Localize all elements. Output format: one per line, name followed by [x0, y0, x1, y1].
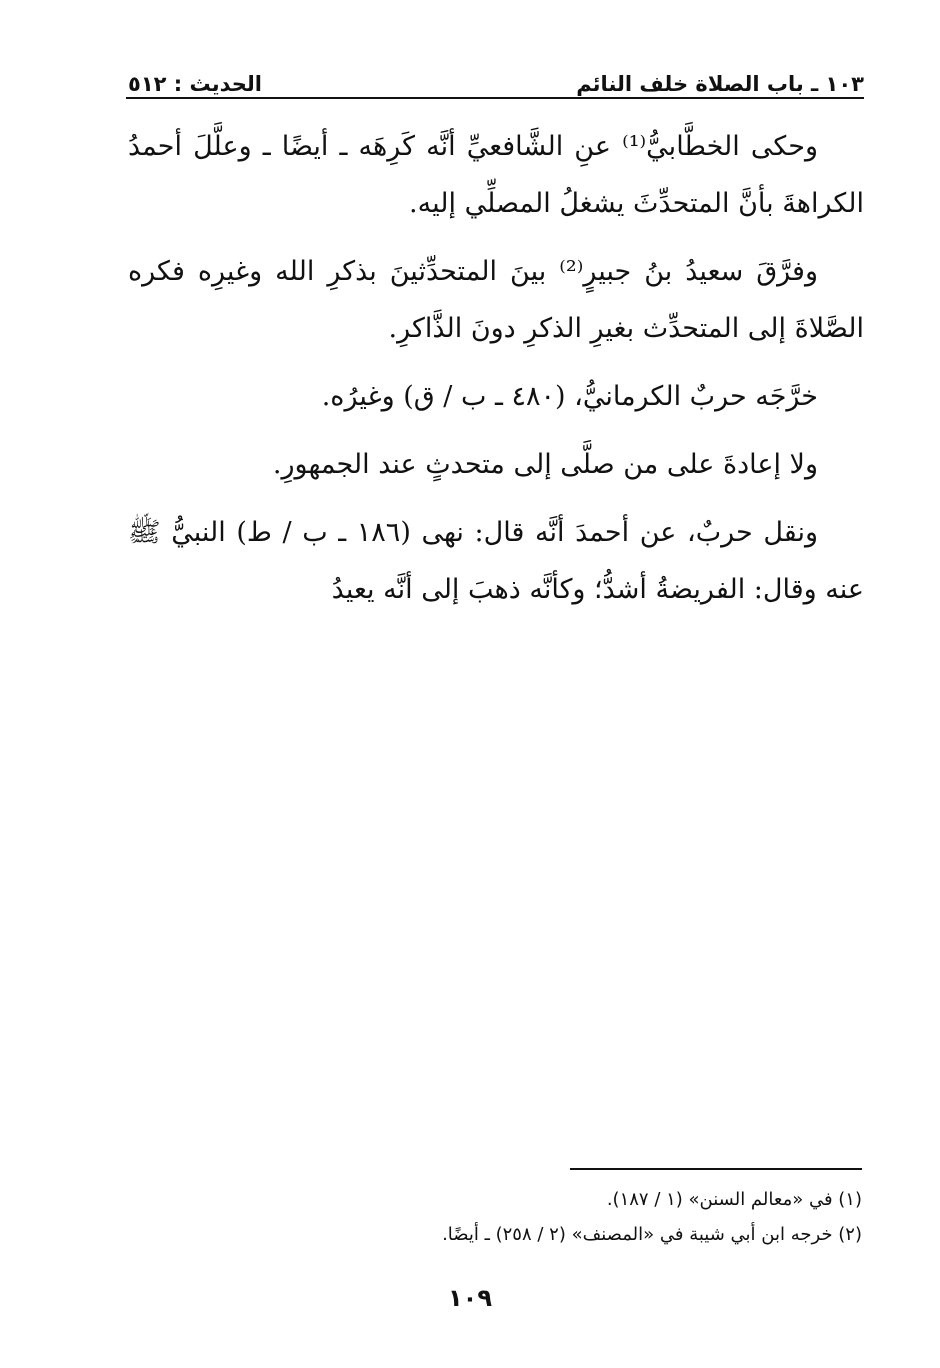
- paragraph: وفرَّقَ سعيدُ بنُ جبيرٍ⁽²⁾ بينَ المتحدِّثينَ بذكرِ الله وغيرِه فكره الصَّلاةَ إلى المتحدِّث بغيرِ الذكرِ دونَ الذَّاكرِ.: [128, 256, 864, 344]
- paragraph: وحكى الخطَّابيُّ⁽¹⁾ عنِ الشَّافعيِّ أنَّه كَرِهَه ـ أيضًا ـ وعلَّلَ أحمدُ الكراهةَ بأنَّ المتحدِّثَ يشغلُ المصلِّي إليه.: [128, 131, 864, 219]
- page-number: ١٠٩: [448, 1284, 492, 1312]
- paragraph: ولا إعادةَ على من صلَّى إلى متحدثٍ عند الجمهورِ.: [272, 449, 818, 480]
- hadith-number: الحديث : ٥١٢: [128, 72, 262, 96]
- footnote: (٢) خرجه ابن أبي شيبة في «المصنف» (٢ / ٢٥٨) ـ أيضًا.: [442, 1224, 862, 1245]
- paragraph: ونقل حربٌ، عن أحمدَ أنَّه قال: نهى (١٨٦ ـ ب / ط) النبيُّ ﷺ عنه وقال: الفريضةُ أشدُّ؛ وكأنَّه ذهبَ إلى أنَّه يعيدُ: [128, 517, 864, 605]
- footnote: (١) في «معالم السنن» (١ / ١٨٧).: [606, 1189, 862, 1210]
- header-rule: [126, 97, 864, 99]
- footnotes: [300, 1182, 862, 1252]
- footnote-rule: [570, 1168, 862, 1170]
- main-text: [128, 118, 864, 629]
- running-header: [128, 62, 864, 96]
- chapter-title: ١٠٣ ـ باب الصلاة خلف النائم: [576, 72, 864, 96]
- paragraph: خرَّجَه حربٌ الكرمانيُّ، (٤٨٠ ـ ب / ق) وغيرُه.: [321, 381, 818, 412]
